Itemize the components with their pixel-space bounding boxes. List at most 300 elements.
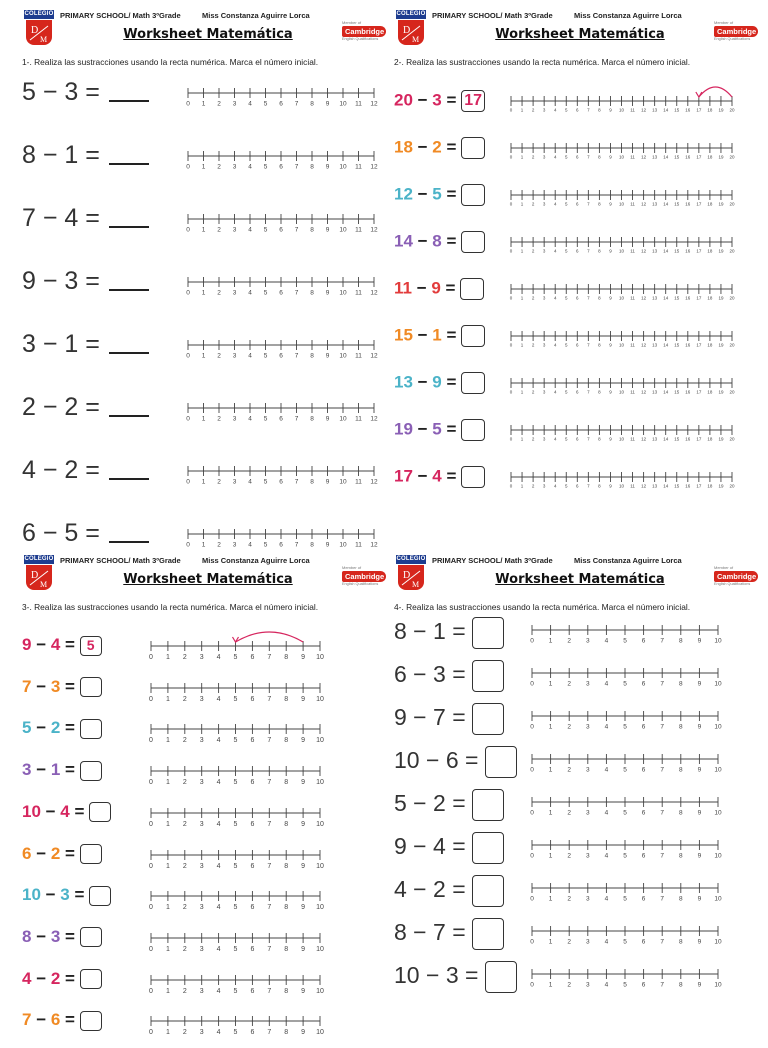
number-line-label: 1 [520,201,524,207]
number-line-label: 10 [714,852,722,860]
number-line[interactable] [184,395,382,425]
number-line[interactable] [528,832,726,862]
subtrahend: 2 [50,718,61,738]
number-line-label: 2 [531,295,535,301]
answer-box[interactable] [472,832,504,864]
number-line[interactable] [507,135,740,165]
number-line-label: 3 [232,352,237,360]
number-line[interactable] [184,332,382,362]
number-line[interactable] [184,269,382,299]
answer-box[interactable] [80,761,102,781]
number-line-label: 11 [630,154,635,160]
answer-blank[interactable] [109,539,149,543]
number-line-label: 7 [294,478,299,486]
instruction: 4-. Realiza las sustracciones usando la recta numérica. Marca el número inicial. [394,602,691,612]
number-line[interactable] [147,716,328,746]
number-line-label: 8 [598,389,601,395]
equation [394,875,504,907]
answer-box[interactable] [89,886,111,906]
equation [22,885,111,906]
minus-sign: − [31,926,51,946]
number-line-label: 5 [564,201,568,207]
exercise-row [394,660,766,699]
number-line-label: 5 [233,862,238,870]
answer-box[interactable] [460,278,484,300]
number-line-label: 10 [618,342,625,348]
worksheet-title: Worksheet Matemática [123,572,293,587]
minus-sign: − [35,330,65,358]
number-line-label: 6 [250,654,255,661]
number-line[interactable] [528,703,726,733]
number-line-label: 19 [718,436,724,442]
number-line-label: 8 [678,852,683,860]
number-line-label: 7 [267,904,272,912]
answer-blank[interactable] [109,287,149,291]
number-line-label: 0 [186,226,190,234]
svg-text:D: D [31,570,39,581]
number-line-label: 12 [370,415,378,423]
number-line-label: 4 [216,779,221,787]
equation [22,78,149,107]
number-line-label: 9 [697,637,702,645]
number-line-label: 15 [674,154,680,160]
number-line-label: 3 [232,415,237,423]
number-line-label: 10 [714,637,722,645]
equation [394,660,504,692]
number-line[interactable] [507,323,740,353]
number-line-label: 6 [250,904,255,912]
equation [22,393,149,422]
number-line-label: 19 [718,389,724,395]
equation [22,635,102,656]
number-line-label: 6 [279,226,283,234]
minuend: 2 [22,393,36,421]
number-line[interactable] [528,918,726,948]
answer-box[interactable] [461,419,485,441]
subtrahend: 7 [433,704,446,731]
answer-box[interactable] [485,746,517,778]
number-line-label: 8 [598,154,601,160]
number-line-label: 6 [250,1029,255,1037]
number-line-label: 3 [199,779,204,787]
number-line-label: 9 [325,352,330,360]
number-line-label: 1 [201,163,206,171]
subtrahend: 1 [50,760,61,780]
number-line-label: 6 [576,107,579,113]
equals-sign: = [441,137,462,157]
number-line-label: 5 [564,107,568,113]
number-line[interactable] [184,143,382,173]
number-line-label: 5 [623,637,627,645]
number-line-label: 4 [604,766,609,774]
number-line-label: 2 [567,895,572,903]
number-line-label: 4 [248,541,252,549]
number-line-label: 0 [186,478,190,486]
answer-box[interactable] [80,1011,102,1031]
number-line-label: 6 [279,163,283,171]
exercise-row [22,844,394,882]
number-line-label: 7 [587,201,590,207]
equation [22,519,149,548]
equals-sign: = [78,456,107,484]
number-line-label: 6 [641,981,646,989]
number-line-label: 0 [509,154,513,160]
number-line-label: 4 [248,415,252,423]
number-line-label: 17 [696,295,702,301]
number-line-label: 12 [370,163,378,171]
number-line[interactable] [184,206,382,236]
number-line-label: 3 [585,809,590,817]
number-line-label: 12 [370,352,378,360]
answer-box[interactable] [80,927,102,947]
answer-box[interactable] [80,677,102,697]
number-line-label: 10 [618,248,625,254]
exercise-row [22,718,394,756]
number-line-label: 2 [531,389,535,395]
number-line-label: 10 [714,895,722,903]
number-line-label: 11 [630,436,635,442]
minuend: 3 [22,760,32,780]
number-line-label: 9 [697,680,702,688]
number-line[interactable] [528,875,726,905]
exercise-row [22,969,394,1007]
logo-text: COLEGIO [24,556,54,562]
number-line[interactable] [147,675,328,705]
answer-blank[interactable] [109,476,149,480]
number-line-label: 17 [696,154,702,160]
subtrahend: 2 [433,876,446,903]
number-line-label: 2 [182,654,187,661]
number-line-label: 5 [623,895,627,903]
number-line-label: 3 [199,945,204,953]
answer-box[interactable] [472,789,504,821]
number-line-label: 13 [652,389,658,395]
number-line-label: 7 [267,820,272,828]
number-line-label: 9 [697,895,702,903]
number-line-label: 4 [604,637,609,645]
answer-box[interactable] [472,703,504,735]
equation [22,969,102,990]
number-line[interactable] [507,276,740,306]
number-line-label: 20 [729,201,735,207]
number-line-label: 0 [509,248,513,254]
answer-blank[interactable] [109,350,149,354]
number-line-label: 5 [263,289,268,297]
number-line-label: 4 [216,862,221,870]
minuend: 7 [22,204,36,232]
number-line-label: 1 [520,389,524,395]
answer-blank[interactable] [109,98,149,102]
number-line[interactable] [184,521,382,551]
number-line-label: 20 [729,436,735,442]
equals-sign: = [445,833,473,860]
number-line[interactable] [147,925,328,955]
number-line-label: 1 [165,987,170,995]
jump-arrowhead [696,92,702,97]
number-line-label: 8 [678,637,683,645]
equals-sign: = [445,618,473,645]
number-line-label: 14 [663,154,669,160]
number-line-label: 8 [598,107,601,113]
number-line-label: 7 [660,680,665,688]
exercise-row [394,90,766,133]
number-line[interactable] [507,229,740,259]
number-line-label: 7 [267,862,272,870]
number-line-label: 11 [355,100,362,108]
number-line-label: 18 [707,389,713,395]
number-line[interactable] [507,417,740,447]
number-line-label: 10 [316,820,324,828]
number-line-label: 9 [697,766,702,774]
number-line[interactable] [528,660,726,690]
number-line-label: 2 [531,154,535,160]
equals-sign: = [78,78,107,106]
number-line-label: 1 [520,436,524,442]
number-line[interactable] [147,800,328,830]
minuend: 10 [22,801,41,821]
number-line-label: 3 [232,541,237,549]
svg-text:D: D [403,25,411,36]
equals-sign: = [445,876,473,903]
number-line-label: 20 [729,154,735,160]
number-line[interactable] [147,1008,328,1038]
equals-sign: = [78,267,107,295]
number-line-label: 18 [707,342,713,348]
number-line-label: 0 [149,654,153,661]
number-line-label: 5 [233,945,238,953]
number-line-label: 12 [370,541,378,549]
number-line-label: 5 [564,436,568,442]
svg-text:M: M [412,35,420,44]
number-line-label: 7 [587,154,590,160]
minuend: 10 [394,962,420,989]
number-line-label: 6 [641,852,646,860]
number-line[interactable] [147,883,328,913]
number-line-label: 7 [660,637,665,645]
equation [22,330,149,359]
equation [394,231,485,253]
number-line-label: 3 [199,904,204,912]
answer-box[interactable] [472,875,504,907]
answer-box[interactable]: 5 [80,636,102,656]
number-line-label: 10 [316,904,324,912]
subtrahend: 1 [432,325,442,345]
number-line-label: 9 [301,695,306,703]
number-line-label: 10 [618,107,625,113]
number-line-label: 9 [609,295,612,301]
number-line-label: 8 [284,987,289,995]
number-line-label: 3 [232,226,237,234]
worksheet-2 [394,10,766,489]
number-line-label: 7 [587,107,590,113]
number-line-label: 4 [553,342,557,348]
number-line-label: 10 [618,295,625,301]
number-line-label: 0 [186,163,190,171]
number-line-label: 1 [548,766,553,774]
number-line-label: 10 [714,809,722,817]
exercise-row [22,635,394,673]
answer-box[interactable] [472,918,504,950]
number-line-label: 2 [217,541,221,549]
number-line-label: 6 [250,695,255,703]
number-line-label: 10 [714,981,722,989]
number-line-label: 7 [294,289,299,297]
number-line[interactable] [147,967,328,997]
answer-box[interactable] [485,961,517,993]
minus-sign: − [412,419,433,439]
number-line[interactable] [147,842,328,872]
number-line[interactable] [528,617,726,647]
number-line-label: 0 [186,289,190,297]
equation [394,325,485,347]
minuend: 8 [22,926,32,946]
equals-sign: = [78,393,107,421]
number-line-label: 16 [685,389,691,395]
number-line-label: 3 [199,737,204,745]
equation [22,456,149,485]
minuend: 13 [394,372,413,392]
exercise-row [22,141,394,200]
minus-sign: − [412,184,433,204]
number-line[interactable] [507,88,740,118]
number-line[interactable] [184,80,382,110]
number-line[interactable] [184,458,382,488]
answer-box[interactable] [472,617,504,649]
number-line-label: 13 [652,107,658,113]
number-line-label: 4 [553,248,557,254]
number-line-label: 10 [618,154,625,160]
number-line-label: 6 [641,766,646,774]
answer-blank[interactable] [109,224,149,228]
number-line-label: 1 [520,248,524,254]
answer-box[interactable] [461,184,485,206]
answer-blank[interactable] [109,413,149,417]
number-line-label: 8 [678,766,683,774]
number-line-label: 7 [587,483,590,489]
number-line[interactable] [507,182,740,212]
answer-box[interactable] [80,969,102,989]
number-line[interactable] [147,758,328,788]
logo-text: COLEGIO [396,556,426,562]
minuend: 12 [394,184,413,204]
number-line-label: 1 [165,904,170,912]
equation [22,927,102,948]
number-line-label: 17 [696,201,702,207]
number-line[interactable] [528,961,726,991]
number-line-label: 4 [604,809,609,817]
answer-blank[interactable] [109,161,149,165]
number-line-label: 5 [263,541,268,549]
minus-sign: − [40,801,61,821]
number-line-label: 1 [548,723,553,731]
minuend: 9 [394,833,407,860]
equals-sign: = [60,635,80,654]
number-line-label: 1 [520,154,524,160]
number-line-label: 0 [149,862,153,870]
number-line-label: 17 [696,342,702,348]
number-line-label: 2 [182,737,187,745]
number-line-label: 15 [674,436,680,442]
number-line-label: 0 [530,981,534,989]
number-line-label: 8 [310,289,314,297]
number-line-label: 14 [663,389,669,395]
equation [394,703,504,735]
equation [22,141,149,170]
equation [22,267,149,296]
number-line-label: 10 [316,862,324,870]
number-line-label: 1 [165,820,170,828]
number-line-label: 4 [553,389,557,395]
subtrahend: 4 [433,833,446,860]
equation [394,466,485,488]
number-line-label: 4 [604,723,609,731]
number-line-label: 6 [641,637,646,645]
exercise-row [22,885,394,923]
equals-sign: = [441,231,462,251]
answer-box[interactable] [89,802,111,822]
svg-text:D: D [31,25,39,36]
equation [394,789,504,821]
answer-box[interactable] [461,137,485,159]
number-line-label: 10 [316,1029,324,1037]
number-line-label: 7 [587,248,590,254]
number-line-label: 7 [660,809,665,817]
number-line-label: 12 [370,226,378,234]
number-line-label: 8 [678,723,683,731]
equation [394,372,485,394]
number-line-label: 12 [641,389,647,395]
answer-box[interactable]: 17 [461,90,485,112]
answer-box[interactable] [461,325,485,347]
number-line[interactable] [528,746,726,776]
number-line-label: 8 [678,809,683,817]
number-line-label: 6 [641,680,646,688]
number-line-label: 11 [630,107,635,113]
svg-text:M: M [412,580,420,589]
number-line-label: 7 [267,779,272,787]
number-line-label: 12 [641,342,647,348]
number-line-label: 9 [609,436,612,442]
number-line[interactable] [507,370,740,400]
minuend: 18 [394,137,413,157]
number-line-label: 1 [201,415,206,423]
answer-box[interactable] [461,372,485,394]
answer-box[interactable] [80,719,102,739]
number-line-label: 7 [587,342,590,348]
answer-box[interactable] [472,660,504,692]
answer-box[interactable] [80,844,102,864]
number-line[interactable] [147,633,328,663]
number-line-label: 4 [248,100,252,108]
number-line-label: 7 [267,987,272,995]
number-line-label: 0 [186,100,190,108]
exercise-row [394,961,766,1000]
number-line[interactable] [528,789,726,819]
number-line-label: 20 [729,389,735,395]
number-line-label: 6 [250,779,255,787]
number-line-label: 0 [509,342,513,348]
number-line[interactable] [507,464,740,494]
number-line-label: 6 [641,938,646,946]
answer-box[interactable] [461,231,485,253]
minus-sign: − [31,760,51,780]
answer-box[interactable] [461,466,485,488]
number-line-label: 9 [301,779,306,787]
number-line-label: 8 [678,938,683,946]
number-line-label: 9 [609,483,612,489]
school-name: PRIMARY SCHOOL/ Math 3ºGrade [60,11,181,20]
instruction: 3-. Realiza las sustracciones usando la recta numérica. Marca el número inicial. [22,602,319,612]
